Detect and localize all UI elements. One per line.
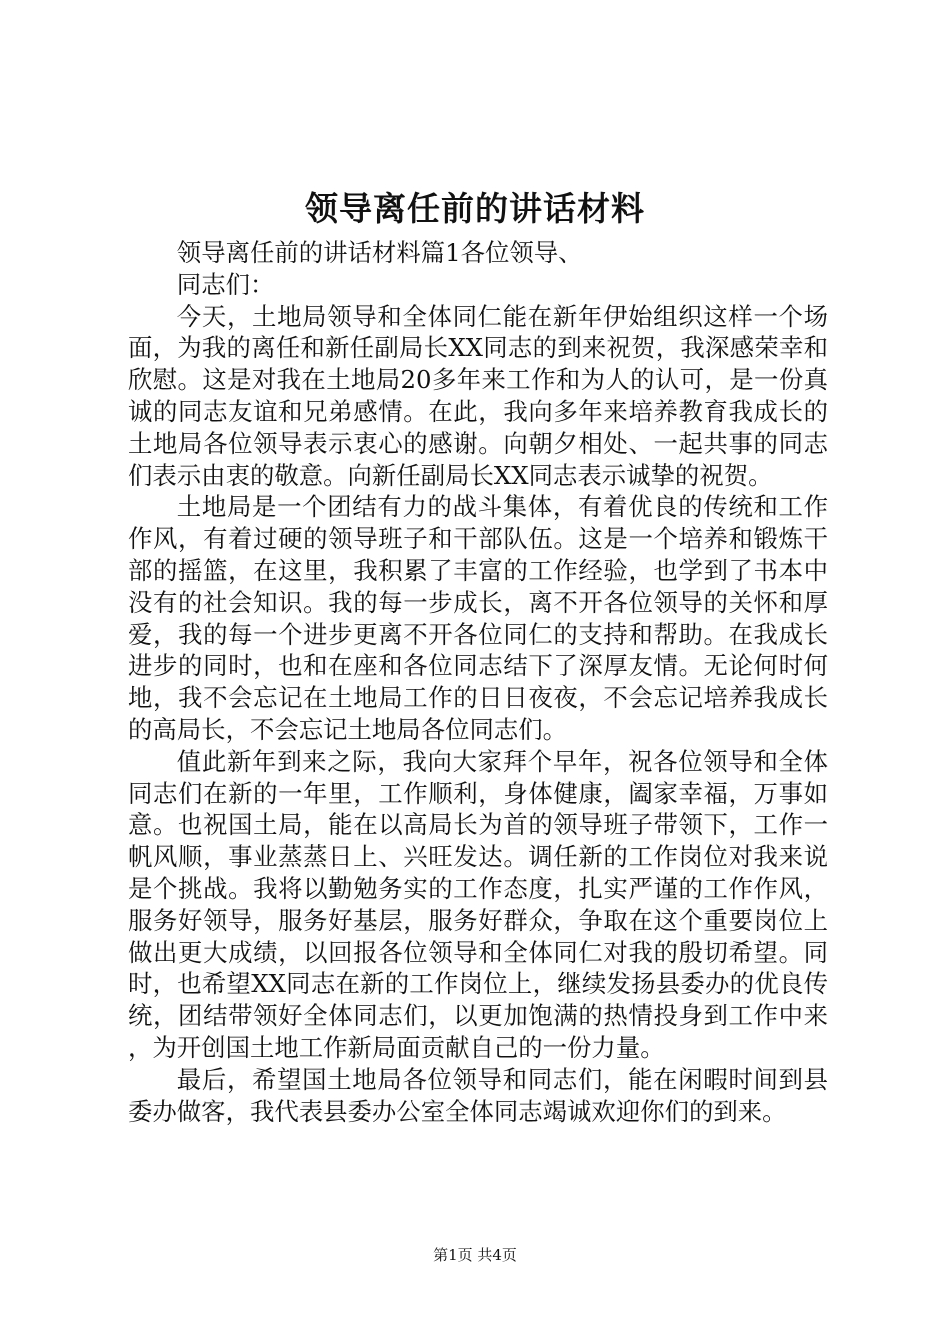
paragraph-heading-line: 领导离任前的讲话材料篇1各位领导、 [176, 238, 583, 267]
paragraph: 值此新年到来之际，我向大家拜个早年，祝各位领导和全体同志们在新的一年里，工作顺利，身体健康，阖家幸福，万事如意。也祝国土局，能在以高局长为首的领导班子带领下，工作一帆风顺，事业蒸蒸日上、兴旺发达。调任新的工作岗位对我来说是个挑战。我将以勤勉务实的工作态度，扎实严谨的工作作风，服务好领导，服务好基层，服务好群众，争取在这个重要岗位上做出更大成绩，以回报各位领导和全体同仁对我的殷切希望。同时，也希望XX同志在新的工作岗位上，继续发扬县委办的优良传统，团结带领好全体同志们，以更加饱满的热情投身到工作中来，为开创国土地工作新局面贡献自己的一份力量。 [128, 746, 828, 1062]
page-number-footer: 第1页 共4页 [433, 1246, 517, 1264]
paragraph: 今天，土地局领导和全体同仁能在新年伊始组织这样一个场面，为我的离任和新任副局长XX同志的到来祝贺，我深感荣幸和欣慰。这是对我在土地局20多年来工作和为人的认可，是一份真诚的同志友谊和兄弟感情。在此，我向多年来培养教育我成长的土地局各位领导表示衷心的感谢。向朝夕相处、一起共事的同志们表示由衷的敬意。向新任副局长XX同志表示诚挚的祝贺。 [128, 301, 828, 490]
paragraph: 最后，希望国土地局各位领导和同志们，能在闲暇时间到县委办做客，我代表县委办公室全体同志竭诚欢迎你们的到来。 [128, 1064, 828, 1126]
document-body [128, 237, 828, 1127]
document-title: 领导离任前的讲话材料 [305, 189, 645, 228]
paragraph: 土地局是一个团结有力的战斗集体，有着优良的传统和工作作风，有着过硬的领导班子和干部队伍。这是一个培养和锻炼干部的摇篮，在这里，我积累了丰富的工作经验，也学到了书本中没有的社会知识。我的每一步成长，离不开各位领导的关怀和厚爱，我的每一个进步更离不开各位同仁的支持和帮助。在我成长进步的同时，也和在座和各位同志结下了深厚友情。无论何时何地，我不会忘记在土地局工作的日日夜夜，不会忘记培养我成长的高局长，不会忘记土地局各位同志们。 [128, 492, 828, 744]
paragraph-salutation: 同志们： [176, 269, 275, 299]
